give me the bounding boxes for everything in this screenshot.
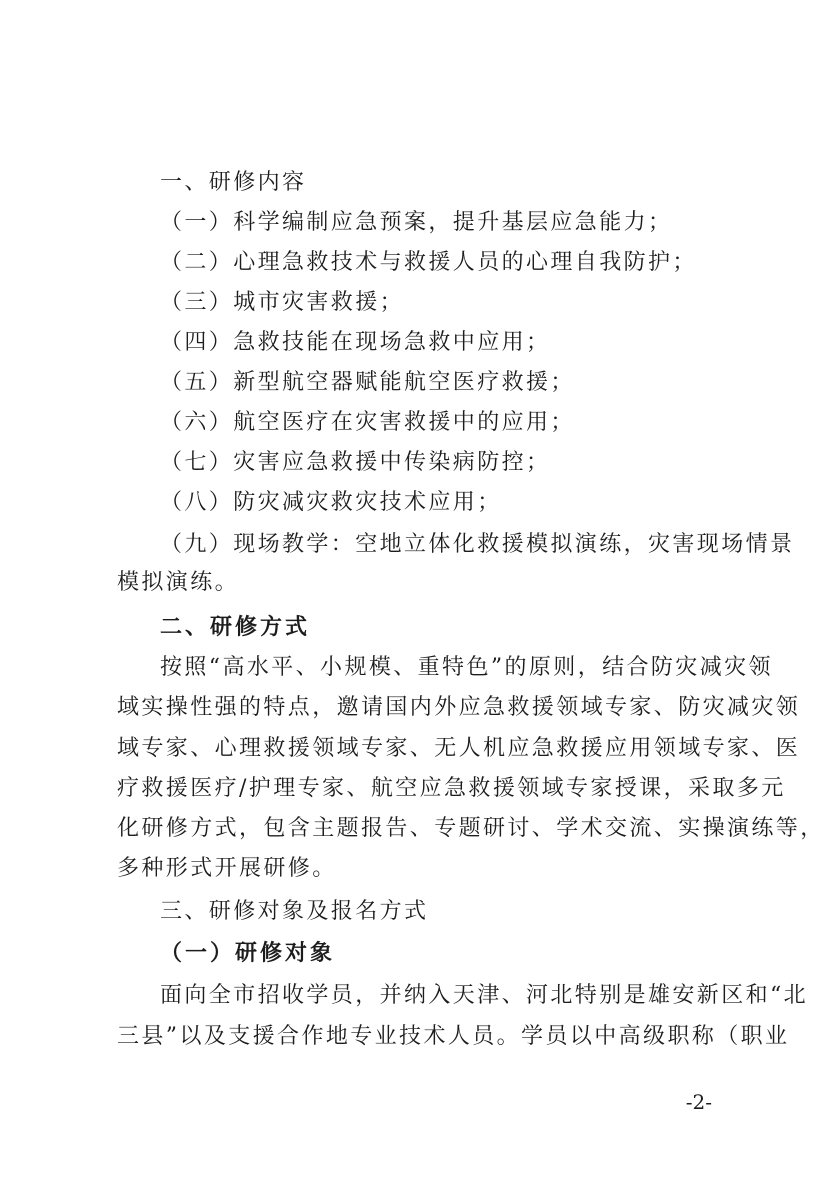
paragraph-line: 按照“高水平、小规模、重特色”的原则，结合防灾减灾领 (160, 655, 773, 680)
list-item: （九）现场教学：空地立体化救援模拟演练，灾害现场情景 (160, 532, 795, 557)
paragraph-line: 三县”以及支援合作地专业技术人员。学员以中高级职称（职业 (117, 1024, 790, 1049)
list-item: （五）新型航空器赋能航空医疗救援； (160, 370, 575, 395)
list-item-continuation: 模拟演练。 (117, 570, 240, 595)
section-heading-3: 三、研修对象及报名方式 (160, 899, 429, 924)
paragraph-line: 域实操性强的特点，邀请国内外应急救援领域专家、防灾减灾领 (117, 695, 801, 720)
list-item: （一）科学编制应急预案，提升基层应急能力； (160, 210, 673, 235)
paragraph-line: 面向全市招收学员，并纳入天津、河北特别是雄安新区和“北 (160, 983, 809, 1008)
list-item: （八）防灾减灾救灾技术应用； (160, 490, 502, 515)
subsection-heading: （一）研修对象 (160, 941, 336, 966)
section-heading-2: 二、研修方式 (160, 615, 311, 640)
paragraph-line: 域专家、心理救援领域专家、无人机应急救援应用领域专家、医 (117, 736, 801, 761)
page-number: -2- (685, 1090, 712, 1114)
paragraph-line: 多种形式开展研修。 (117, 856, 337, 881)
list-item: （三）城市灾害救援； (160, 290, 405, 315)
list-item: （二）心理急救技术与救援人员的心理自我防护； (160, 250, 697, 275)
list-item: （四）急救技能在现场急救中应用； (160, 330, 551, 355)
section-heading-1: 一、研修内容 (160, 170, 307, 195)
paragraph-line: 化研修方式，包含主题报告、专题研讨、学术交流、实操演练等， (117, 816, 825, 841)
list-item: （七）灾害应急救援中传染病防控； (160, 450, 551, 475)
paragraph-line: 疗救援医疗/护理专家、航空应急救援领域专家授课，采取多元 (117, 776, 786, 801)
list-item: （六）航空医疗在灾害救援中的应用； (160, 410, 575, 435)
